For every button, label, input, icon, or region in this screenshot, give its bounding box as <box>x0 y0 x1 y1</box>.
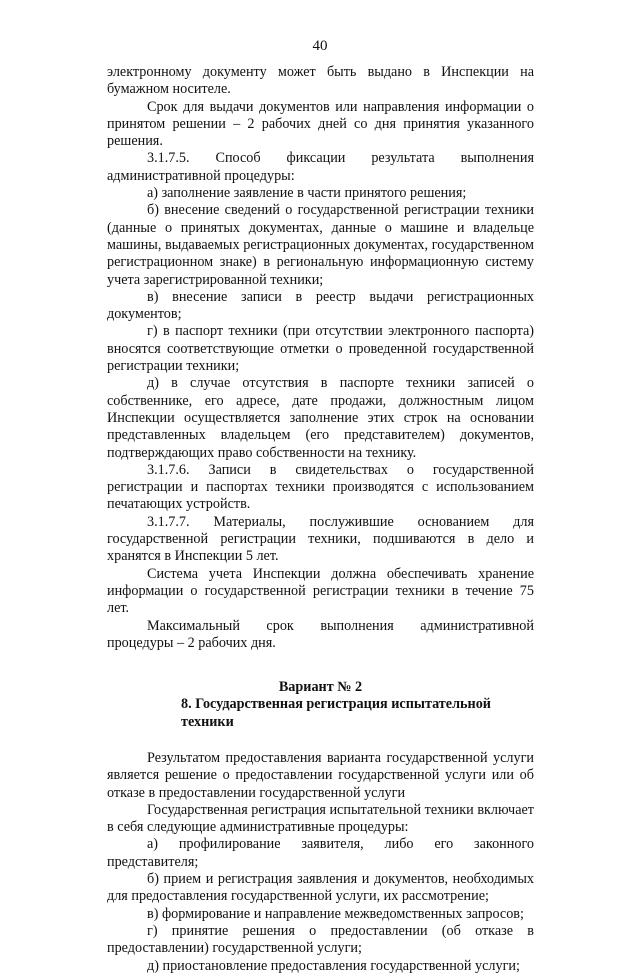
paragraph: Результатом предоставления варианта государственной услуги является решение о предоставлении государственной услуги или об отказе в предоставлении государственной услуги <box>107 749 534 801</box>
text-block-procedure <box>107 64 534 652</box>
paragraph: Система учета Инспекции должна обеспечивать хранение информации о государственной регистрации техники в течение 75 лет. <box>107 565 534 617</box>
paragraph: в) внесение записи в реестр выдачи регистрационных документов; <box>107 288 534 323</box>
paragraph: 3.1.7.5. Способ фиксации результата выполнения административной процедуры: <box>107 150 534 184</box>
page-content <box>107 64 534 975</box>
paragraph: а) профилирование заявителя, либо его законного представителя; <box>107 836 534 870</box>
paragraph: б) прием и регистрация заявления и документов, необходимых для предоставления государственной услуги, их рассмотрение; <box>107 871 534 905</box>
paragraph: Срок для выдачи документов или направления информации о принятом решении – 2 рабочих дней со дня принятия указанного решения. <box>107 98 534 150</box>
paragraph: Государственная регистрация испытательной техники включает в себя следующие административные процедуры: <box>107 801 534 836</box>
paragraph: Максимальный срок выполнения административной процедуры – 2 рабочих дня. <box>107 617 534 651</box>
paragraph: 3.1.7.6. Записи в свидетельствах о государственной регистрации и паспортах техники производятся с использованием печатающих устройств. <box>107 461 534 513</box>
spacer <box>107 731 534 750</box>
section-heading: 8. Государственная регистрация испытательной техники <box>181 696 491 730</box>
paragraph: г) в паспорт техники (при отсутствии электронного паспорта) вносятся соответствующие отметки о проведенной государственной регистрации техники; <box>107 323 534 375</box>
paragraph: г) принятие решения о предоставлении (об отказе в предоставлении) государственной услуги; <box>107 922 534 957</box>
spacer <box>107 652 534 679</box>
paragraph: д) приостановление предоставления государственной услуги; <box>147 957 520 974</box>
text-block-variant <box>107 750 534 975</box>
paragraph: электронному документу может быть выдано в Инспекции на бумажном носителе. <box>107 64 534 98</box>
paragraph: д) в случае отсутствия в паспорте техники записей о собственнике, его адресе, дате продажи, должностным лицом Инспекции осуществляется заполнение этих строк на основании представленных владельцем (его представителем) документов, подтверждающих право собственности на технику. <box>107 375 534 461</box>
page-number: 40 <box>312 38 328 54</box>
paragraph: в) формирование и направление межведомственных запросов; <box>147 905 524 922</box>
paragraph: а) заполнение заявление в части принятого решения; <box>147 185 467 202</box>
paragraph: 3.1.7.7. Материалы, послужившие основанием для государственной регистрации техники, подшиваются в дело и хранятся в Инспекции 5 лет. <box>107 513 534 565</box>
variant-heading: Вариант № 2 <box>278 679 363 696</box>
paragraph: б) внесение сведений о государственной регистрации техники (данные о принятых документах, данные о машине и владельце машины, выдаваемых регистрационных документах, государственном регистрационном знаке) в региональную информационную систему учета зарегистрированной техники; <box>107 202 534 288</box>
